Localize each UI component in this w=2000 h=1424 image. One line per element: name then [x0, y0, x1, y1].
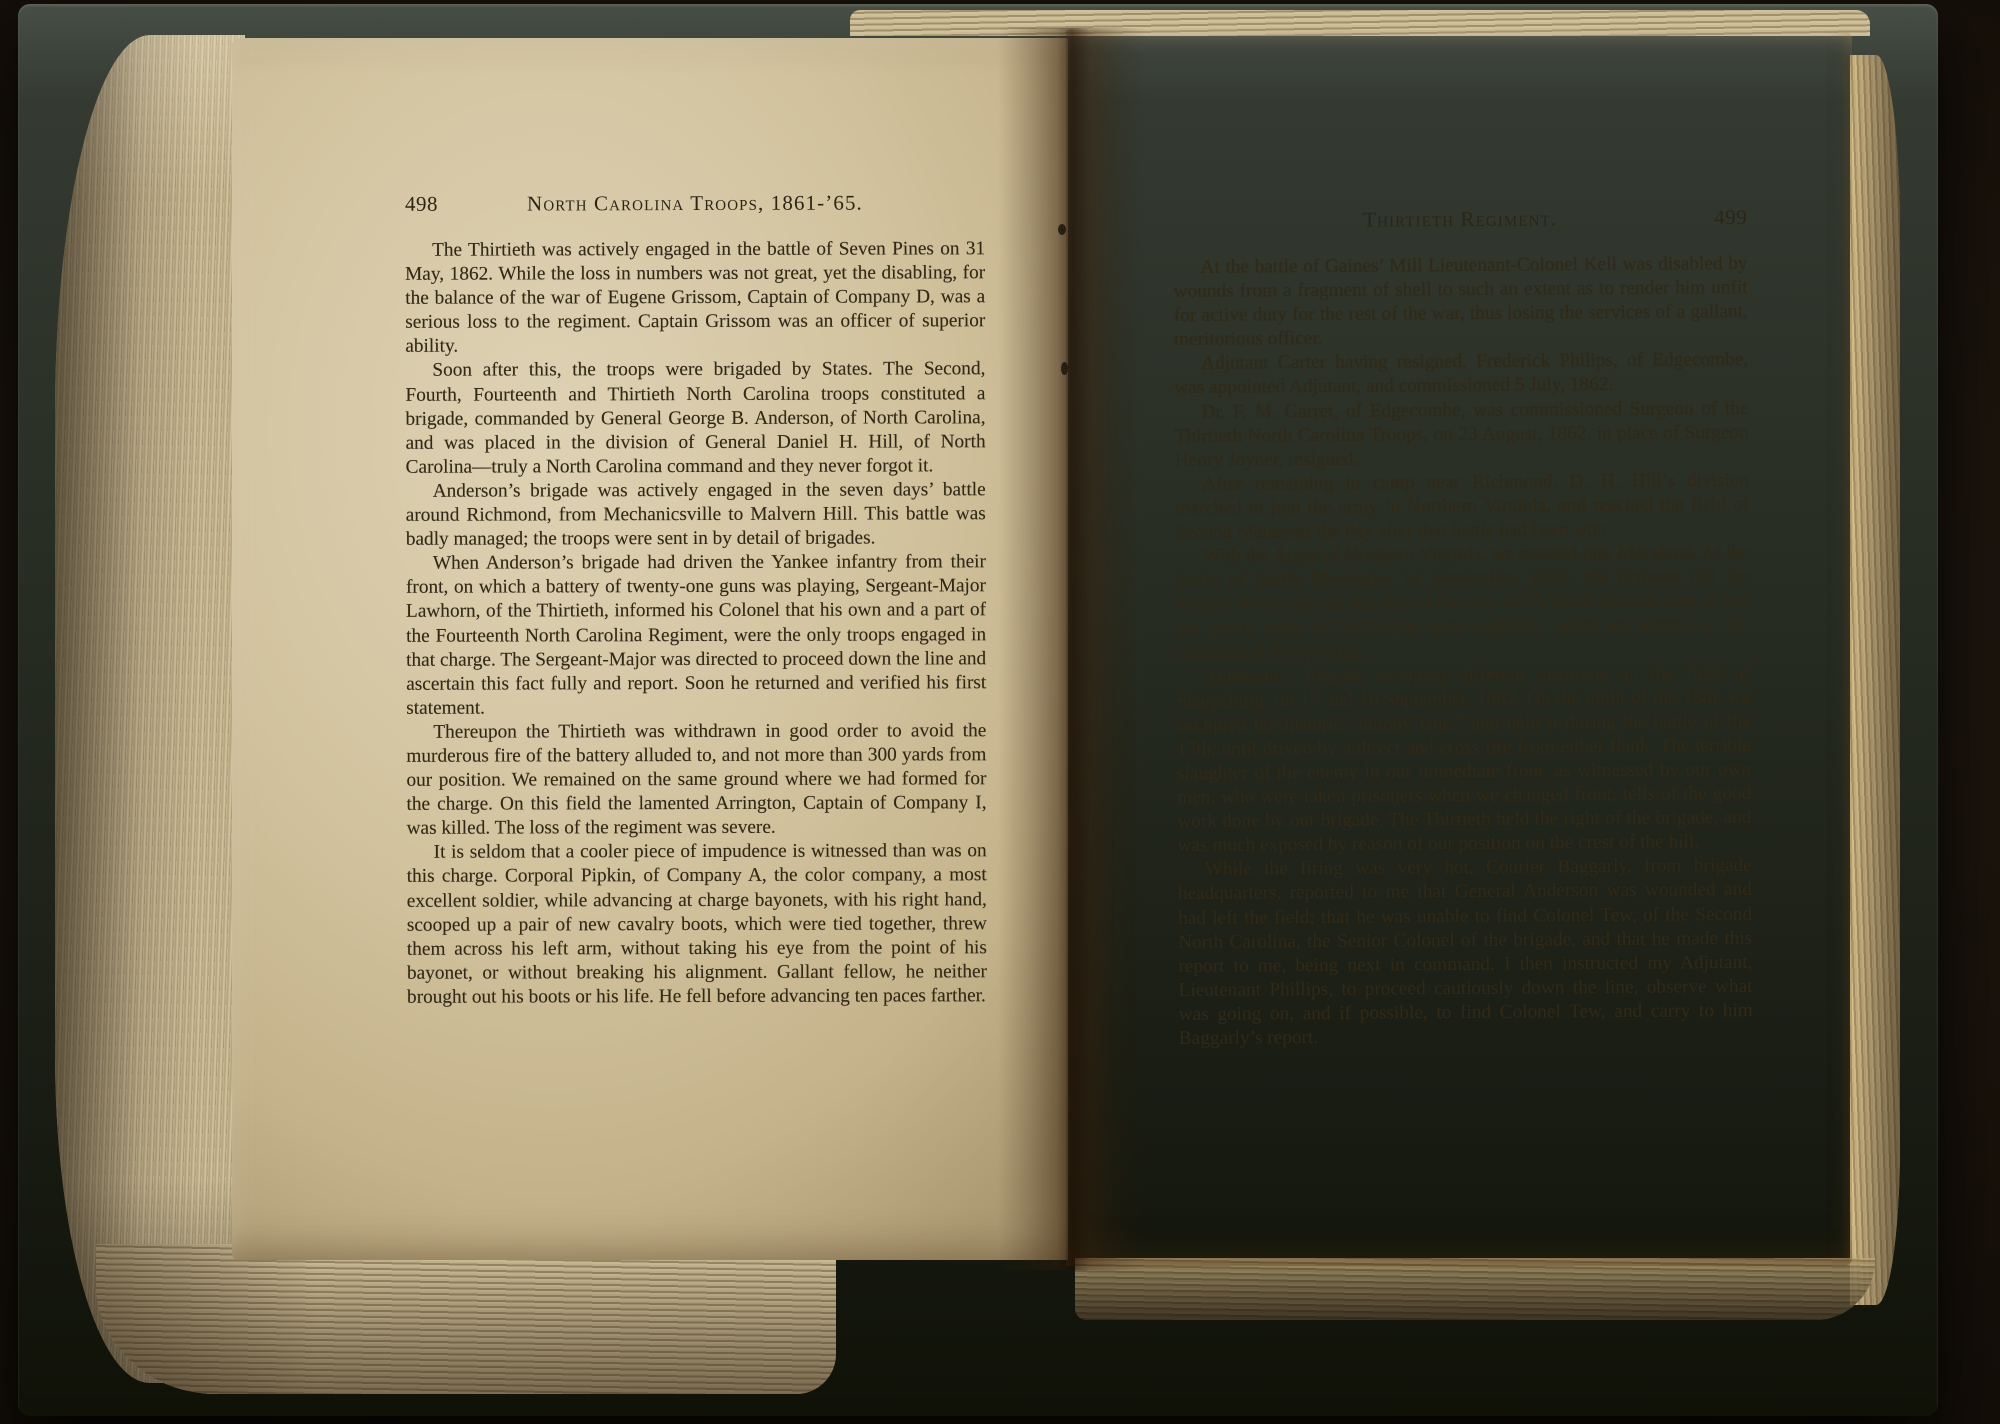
paragraph: Thereupon the Thirtieth was withdrawn in good order to avoid the murderous fire of the battery alluded to, and not more than 300 yards from our position. We remained on the same ground where we had formed for the charge. On this field the lamented Arrington, Captain of Company I, was killed. The loss of the regiment was severe.	[406, 720, 987, 840]
bottom-left-page-edges	[96, 1244, 836, 1394]
paragraph: With the Army of Northern Virginia, we crossed into Maryland. At the battle of South Mountain, 14 September, 1862, the division did the hardest service of any one day of the war. Hill’s small division kept at bay the entire army of McClellan until nightfall, when we moved in the direction of Sharpsburg.	[1175, 542, 1751, 664]
left-running-title: North Carolina Troops, 1861-’65.	[527, 190, 863, 216]
paragraph: When Anderson’s brigade had driven the Yankee infantry from their front, on which a battery of twenty-one guns was playing, Sergeant-Major Lawhorn, of the Thirtieth, informed his Colonel that his own and a part of the Fourteenth North Carolina Regiment, were the only troops engaged in that charge. The Sergeant-Major was directed to proceed down the line and ascertain this fact fully and report. Soon he returned and verified his first statement.	[405, 551, 987, 719]
right-page-edges	[1850, 55, 1900, 1305]
left-page-edges	[55, 35, 245, 1383]
gutter-speck	[1058, 224, 1066, 235]
bottom-right-page-edges	[1075, 1258, 1875, 1320]
left-running-header	[405, 189, 985, 217]
right-running-title: Thirtieth Regiment.	[1363, 206, 1558, 232]
paragraph: Dr. F. M. Garret, of Edgecombe, was commissioned Surgeon of the Thirtieth North Carolina Troops, on 23 August, 1862, in place of Surgeon Henry Joyner, resigned.	[1174, 397, 1749, 471]
left-page-body	[405, 237, 987, 1010]
right-running-header	[1173, 204, 1747, 234]
paragraph: Adjutant Carter having resigned, Frederick Philips, of Edgecombe, was appointed Adjutant, and commissioned 5 July, 1862.	[1174, 349, 1749, 399]
left-page-number: 498	[404, 191, 438, 216]
paragraph: Anderson’s brigade was actively engaged in the seven days’ battle around Richmond, from Mechanicsville to Malvern Hill. This battle was badly managed; the troops were sent in by detail of brigades.	[405, 479, 986, 550]
gutter-speck	[1061, 362, 1068, 375]
paragraph: After remaining in camp near Richmond, D. H. Hill’s division marched to join the army in Northern Virginia, and reached the field of Second Manassas the day after that battle had been won.	[1175, 469, 1750, 544]
paragraph: Anderson’s Brigade occupied different positions on the field of Sharpsburg, on 15 and 16 September, 1862. On the night of the 16th, we occupied the historic “bloody lane,” and held it during the battle of the 17th, until driven by a direct and cross fire from either flank. The terrible slaughter of the enemy in our immediate front, as witnessed by our own men, who were taken prisoners when we changed front, tells of the good work done by our brigade. The Thirtieth held the right of the brigade, and was much exposed by reason of our position on the crest of the hill.	[1176, 662, 1752, 857]
paragraph: At the battle of Gaines’ Mill Lieutenant-Colonel Kell was disabled by wounds from a fragment of shell to such an extent as to render him unfit for active duty for the rest of the war, thus losing the services of a gallant, meritorious officer.	[1173, 253, 1748, 351]
paragraph: Soon after this, the troops were brigaded by States. The Second, Fourth, Fourteenth and Thirtieth North Carolina troops constituted a brigade, commanded by General George B. Anderson, of North Carolina, and was placed in the division of General Daniel H. Hill, of North Carolina—truly a North Carolina command and they never forgot it.	[405, 358, 986, 478]
right-page-text	[1173, 204, 1753, 1051]
right-page-number: 499	[1714, 205, 1748, 230]
paragraph: While the firing was very hot, Courier Baggarly, from brigade headquarters, reported to me that General Anderson was wounded and had left the field; that he was unable to find Colonel Tew, of the Second North Carolina, the Senior Colonel of the brigade, and that he made this report to me, being next in command. I then instructed my Adjutant, Lieutenant Phillips, to proceed cautiously down the line, observe what was going on, and if possible, to find Colonel Tew, and carry to him Baggarly’s report.	[1177, 855, 1753, 1049]
right-page-body	[1173, 252, 1753, 1051]
left-page-text	[405, 189, 987, 1010]
paragraph: The Thirtieth was actively engaged in the battle of Seven Pines on 31 May, 1862. While the loss in numbers was not great, yet the disabling, for the balance of the war of Eugene Grissom, Captain of Company D, was a serious loss to the regiment. Captain Grissom was an officer of superior ability.	[405, 238, 986, 358]
paragraph: It is seldom that a cooler piece of impudence is witnessed than was on this charge. Corporal Pipkin, of Company A, the color company, a most excellent soldier, while advancing at charge bayonets, with his right hand, scooped up a pair of new cavalry boots, which were tied together, threw them across his left arm, without taking his eye from the point of his bayonet, or without breaking his alignment. Gallant fellow, he neither brought out his boots or his life. He fell before advancing ten paces farther.	[406, 840, 988, 1008]
